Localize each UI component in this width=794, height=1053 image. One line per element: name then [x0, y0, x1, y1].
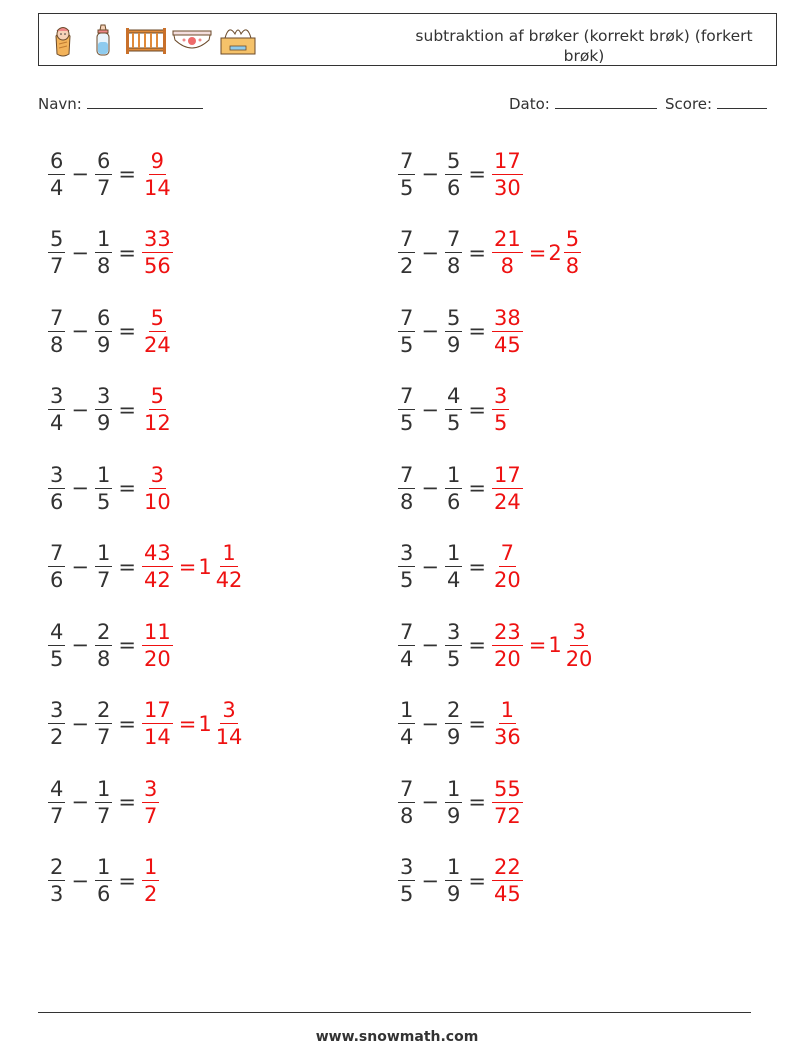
minus-sign: −: [71, 476, 89, 500]
subtrahend-fraction-numerator: 1: [446, 462, 461, 487]
minus-sign: −: [421, 633, 439, 657]
subtrahend-fraction: [95, 697, 112, 750]
answer-fraction-denominator: 20: [493, 646, 521, 671]
answer-fraction: [492, 854, 523, 907]
mixed-fraction-denominator: 20: [565, 646, 593, 671]
answer-fraction-denominator: 7: [143, 803, 158, 828]
date-field: [509, 94, 657, 113]
minuend-fraction: [398, 540, 415, 593]
subtrahend-fraction-denominator: 4: [446, 568, 461, 592]
minuend-fraction-denominator: 3: [50, 882, 64, 906]
subtrahend-fraction-denominator: 9: [446, 725, 461, 749]
equals-sign: =: [118, 162, 136, 186]
mixed-equals-sign: =: [528, 633, 547, 657]
subtrahend-fraction-denominator: 6: [446, 489, 461, 514]
answer-fraction-denominator: 24: [143, 332, 171, 357]
answer-fraction-denominator: 45: [493, 882, 521, 906]
problem-item: [396, 535, 525, 599]
minuend-fraction: [48, 619, 65, 672]
problem-item: [46, 378, 175, 442]
minuend-fraction-denominator: 4: [50, 175, 64, 200]
minus-sign: −: [71, 240, 89, 265]
minuend-fraction: [398, 619, 415, 672]
minus-sign: −: [71, 790, 89, 814]
answer-fraction: [142, 540, 173, 593]
crib-icon: [125, 22, 167, 58]
answer-fraction: [142, 148, 173, 201]
mixed-fraction-denominator: 42: [215, 568, 243, 592]
minuend-fraction-numerator: 7: [400, 227, 414, 251]
answer-fraction-denominator: 5: [493, 411, 508, 435]
subtrahend-fraction-numerator: 1: [96, 462, 111, 487]
answer-fraction-numerator: 1: [500, 698, 515, 722]
subtrahend-fraction-denominator: 7: [96, 725, 111, 749]
subtrahend-fraction-numerator: 4: [446, 384, 461, 408]
equals-sign: =: [118, 868, 136, 893]
minuend-fraction-numerator: 7: [400, 148, 414, 173]
minuend-fraction: [48, 462, 65, 515]
minuend-fraction-numerator: 7: [400, 384, 414, 408]
subtrahend-fraction-denominator: 7: [96, 175, 111, 200]
answer-fraction-numerator: 23: [493, 619, 521, 644]
problem-item: [396, 692, 525, 756]
minuend-fraction-numerator: 1: [400, 698, 414, 722]
subtrahend-fraction-denominator: 6: [446, 175, 461, 200]
minuend-fraction: [48, 854, 65, 907]
minuend-fraction-denominator: 5: [50, 646, 64, 671]
answer-fraction: [492, 462, 523, 515]
minuend-fraction-denominator: 5: [400, 332, 414, 357]
answer-fraction: [142, 462, 173, 515]
subtrahend-fraction-numerator: 1: [446, 541, 461, 565]
subtrahend-fraction-denominator: 9: [446, 882, 461, 906]
answer-fraction-numerator: 11: [143, 619, 171, 644]
answer-fraction: [492, 540, 523, 593]
tissue-box-icon: [217, 22, 259, 58]
minuend-fraction: [398, 697, 415, 750]
subtrahend-fraction: [445, 540, 462, 593]
name-label: Navn:: [38, 95, 82, 113]
worksheet-title: subtraktion af brøker (korrekt brøk) (forkert brøk): [415, 27, 753, 65]
subtrahend-fraction: [445, 226, 462, 279]
minuend-fraction-numerator: 4: [50, 619, 64, 644]
problem-item: [396, 456, 525, 520]
subtrahend-fraction-numerator: 7: [446, 227, 461, 251]
subtrahend-fraction: [95, 383, 112, 436]
minuend-fraction-numerator: 7: [400, 462, 414, 487]
mixed-fraction-denominator: 8: [565, 254, 580, 278]
minuend-fraction-numerator: 3: [50, 462, 64, 487]
equals-sign: =: [468, 633, 486, 657]
problem-item: [46, 613, 175, 677]
answer-fraction: [142, 619, 173, 672]
minuend-fraction-numerator: 3: [400, 855, 414, 879]
baby-icon: [45, 22, 81, 58]
date-label: Dato:: [509, 95, 550, 113]
answer-fraction-numerator: 21: [493, 227, 521, 251]
equals-sign: =: [468, 711, 486, 736]
minus-sign: −: [71, 162, 89, 186]
minuend-fraction: [48, 776, 65, 829]
answer-fraction-numerator: 3: [143, 776, 158, 801]
answer-fraction-numerator: 5: [150, 384, 165, 408]
answer-fraction-denominator: 2: [143, 882, 158, 906]
problem-item: [46, 142, 175, 206]
problem-item: [46, 456, 175, 520]
minuend-fraction-denominator: 2: [50, 725, 64, 749]
subtrahend-fraction-numerator: 1: [446, 855, 461, 879]
minuend-fraction: [48, 305, 65, 358]
problem-item: [396, 299, 525, 363]
minuend-fraction-denominator: 7: [50, 803, 64, 828]
mixed-fraction-numerator: 1: [222, 541, 236, 565]
mixed-fraction: [564, 619, 595, 672]
answer-fraction: [142, 305, 173, 358]
minuend-fraction-denominator: 5: [400, 882, 414, 906]
equals-sign: =: [118, 711, 136, 736]
problem-item: [46, 770, 161, 834]
minus-sign: −: [71, 633, 89, 657]
answer-fraction: [492, 697, 523, 750]
equals-sign: =: [118, 397, 136, 422]
name-field: [38, 94, 203, 113]
mixed-fraction: [214, 540, 245, 593]
answer-fraction: [142, 854, 159, 907]
minuend-fraction-numerator: 2: [50, 855, 64, 879]
minuend-fraction-numerator: 5: [50, 227, 64, 251]
minuend-fraction-numerator: 3: [50, 384, 64, 408]
problem-item: [396, 142, 525, 206]
minus-sign: −: [421, 554, 439, 579]
answer-fraction-numerator: 17: [143, 698, 171, 722]
subtrahend-fraction: [445, 383, 462, 436]
minuend-fraction: [48, 540, 65, 593]
header-icons: [45, 22, 259, 58]
minuend-fraction-denominator: 5: [400, 175, 414, 200]
answer-fraction-denominator: 45: [493, 332, 521, 357]
minus-sign: −: [71, 711, 89, 736]
problem-item: [46, 849, 161, 913]
minuend-fraction-numerator: 7: [400, 619, 414, 644]
equals-sign: =: [468, 476, 486, 500]
answer-fraction: [492, 305, 523, 358]
minus-sign: −: [421, 790, 439, 814]
answer-fraction-denominator: 72: [493, 803, 521, 828]
minuend-fraction-denominator: 4: [400, 646, 414, 671]
answer-fraction: [142, 697, 173, 750]
answer-fraction-numerator: 3: [150, 462, 165, 487]
answer-fraction-numerator: 22: [493, 855, 521, 879]
answer-fraction-numerator: 3: [493, 384, 508, 408]
subtrahend-fraction-numerator: 3: [446, 619, 461, 644]
answer-fraction-numerator: 55: [493, 776, 521, 801]
minus-sign: −: [421, 711, 439, 736]
answer-fraction-denominator: 12: [143, 411, 171, 435]
minuend-fraction: [48, 226, 65, 279]
minuend-fraction-denominator: 6: [50, 489, 64, 514]
minuend-fraction: [48, 383, 65, 436]
subtrahend-fraction-denominator: 9: [446, 803, 461, 828]
mixed-whole-number: 1: [198, 554, 212, 579]
equals-sign: =: [468, 790, 486, 814]
equals-sign: =: [468, 868, 486, 893]
answer-fraction-numerator: 17: [493, 148, 521, 173]
minuend-fraction-numerator: 3: [400, 541, 414, 565]
subtrahend-fraction-denominator: 9: [446, 332, 461, 357]
answer-fraction-denominator: 56: [143, 254, 171, 278]
answer-fraction-denominator: 42: [143, 568, 171, 592]
minus-sign: −: [421, 162, 439, 186]
answer-fraction-numerator: 33: [143, 227, 171, 251]
subtrahend-fraction-denominator: 5: [96, 489, 111, 514]
answer-fraction-denominator: 10: [143, 489, 171, 514]
equals-sign: =: [118, 240, 136, 265]
name-line[interactable]: [87, 94, 203, 109]
mixed-fraction-numerator: 3: [222, 698, 236, 722]
answer-fraction-numerator: 43: [143, 541, 171, 565]
subtrahend-fraction-numerator: 2: [96, 619, 111, 644]
equals-sign: =: [118, 319, 136, 343]
subtrahend-fraction: [445, 697, 462, 750]
subtrahend-fraction-denominator: 5: [446, 411, 461, 435]
minuend-fraction-numerator: 3: [50, 698, 64, 722]
subtrahend-fraction-numerator: 6: [96, 148, 111, 173]
answer-fraction-denominator: 8: [500, 254, 515, 278]
baby-bottle-icon: [85, 22, 121, 58]
problem-item: [396, 378, 511, 442]
minus-sign: −: [421, 868, 439, 893]
minuend-fraction: [398, 776, 415, 829]
problem-item: [46, 692, 246, 756]
answer-fraction-denominator: 20: [143, 646, 171, 671]
minuend-fraction-denominator: 2: [400, 254, 414, 278]
subtrahend-fraction-denominator: 8: [446, 254, 461, 278]
subtrahend-fraction: [95, 305, 112, 358]
score-field: [665, 94, 767, 113]
answer-fraction-denominator: 30: [493, 175, 521, 200]
subtrahend-fraction: [95, 148, 112, 201]
problem-item: [396, 221, 583, 285]
answer-fraction-numerator: 17: [493, 462, 521, 487]
answer-fraction: [142, 383, 173, 436]
minuend-fraction-numerator: 7: [50, 541, 64, 565]
subtrahend-fraction-denominator: 7: [96, 568, 111, 592]
minuend-fraction-numerator: 4: [50, 776, 64, 801]
subtrahend-fraction-numerator: 1: [96, 227, 111, 251]
mixed-equals-sign: =: [528, 240, 547, 265]
minus-sign: −: [421, 240, 439, 265]
answer-fraction: [492, 776, 523, 829]
mixed-fraction-numerator: 3: [572, 619, 586, 644]
subtrahend-fraction: [95, 540, 112, 593]
answer-fraction: [142, 226, 173, 279]
subtrahend-fraction-numerator: 1: [96, 855, 111, 879]
subtrahend-fraction-numerator: 1: [446, 776, 461, 801]
date-line[interactable]: [555, 94, 657, 109]
mixed-fraction-denominator: 14: [215, 725, 243, 749]
mixed-fraction: [214, 697, 245, 750]
subtrahend-fraction: [95, 619, 112, 672]
score-label: Score:: [665, 95, 713, 113]
subtrahend-fraction: [95, 226, 112, 279]
mixed-whole-number: 1: [548, 633, 562, 657]
minuend-fraction-denominator: 8: [400, 803, 414, 828]
problem-item: [46, 299, 175, 363]
subtrahend-fraction: [445, 462, 462, 515]
answer-fraction-numerator: 9: [150, 148, 165, 173]
subtrahend-fraction-denominator: 6: [96, 882, 111, 906]
minuend-fraction: [398, 305, 415, 358]
mixed-whole-number: 1: [198, 711, 212, 736]
minuend-fraction-denominator: 5: [400, 568, 414, 592]
equals-sign: =: [468, 554, 486, 579]
equals-sign: =: [468, 319, 486, 343]
equals-sign: =: [118, 554, 136, 579]
answer-fraction-denominator: 24: [493, 489, 521, 514]
subtrahend-fraction-numerator: 6: [96, 305, 111, 330]
subtrahend-fraction-denominator: 9: [96, 332, 111, 357]
worksheet-header: [38, 13, 777, 66]
minuend-fraction-denominator: 5: [400, 411, 414, 435]
answer-fraction: [142, 776, 159, 829]
equals-sign: =: [118, 633, 136, 657]
subtrahend-fraction-numerator: 2: [96, 698, 111, 722]
subtrahend-fraction-numerator: 5: [446, 148, 461, 173]
minuend-fraction-numerator: 7: [400, 305, 414, 330]
equals-sign: =: [468, 162, 486, 186]
answer-fraction: [492, 148, 523, 201]
minuend-fraction-denominator: 7: [50, 254, 64, 278]
minus-sign: −: [421, 319, 439, 343]
subtrahend-fraction-denominator: 9: [96, 411, 111, 435]
subtrahend-fraction-denominator: 5: [446, 646, 461, 671]
subtrahend-fraction-numerator: 1: [96, 541, 111, 565]
minuend-fraction: [48, 148, 65, 201]
minus-sign: −: [71, 554, 89, 579]
minus-sign: −: [71, 319, 89, 343]
subtrahend-fraction: [95, 462, 112, 515]
answer-fraction-numerator: 7: [500, 541, 515, 565]
subtrahend-fraction-numerator: 1: [96, 776, 111, 801]
minuend-fraction: [398, 462, 415, 515]
subtrahend-fraction: [445, 148, 462, 201]
mixed-whole-number: 2: [548, 240, 562, 265]
subtrahend-fraction-numerator: 2: [446, 698, 461, 722]
answer-fraction-denominator: 14: [143, 725, 171, 749]
diaper-icon: [171, 22, 213, 58]
answer-fraction-numerator: 5: [150, 305, 165, 330]
answer-fraction: [492, 619, 523, 672]
subtrahend-fraction: [445, 776, 462, 829]
minus-sign: −: [71, 868, 89, 893]
minuend-fraction-numerator: 7: [400, 776, 414, 801]
answer-fraction-denominator: 36: [493, 725, 521, 749]
subtrahend-fraction-numerator: 3: [96, 384, 111, 408]
equals-sign: =: [118, 476, 136, 500]
minuend-fraction: [48, 697, 65, 750]
minus-sign: −: [421, 397, 439, 422]
answer-fraction: [492, 226, 523, 279]
subtrahend-fraction: [445, 305, 462, 358]
equals-sign: =: [468, 397, 486, 422]
footer-divider: [38, 1012, 751, 1013]
subtrahend-fraction-denominator: 7: [96, 803, 111, 828]
subtrahend-fraction-numerator: 5: [446, 305, 461, 330]
subtrahend-fraction: [445, 619, 462, 672]
subtrahend-fraction-denominator: 8: [96, 254, 111, 278]
minuend-fraction-denominator: 8: [50, 332, 64, 357]
minuend-fraction-denominator: 6: [50, 568, 64, 592]
minuend-fraction-denominator: 4: [50, 411, 64, 435]
minuend-fraction: [398, 226, 415, 279]
minuend-fraction: [398, 383, 415, 436]
problem-item: [396, 770, 525, 834]
problem-item: [396, 849, 525, 913]
minuend-fraction: [398, 854, 415, 907]
problem-item: [46, 221, 175, 285]
minus-sign: −: [71, 397, 89, 422]
minuend-fraction-numerator: 6: [50, 148, 64, 173]
mixed-equals-sign: =: [178, 711, 197, 736]
answer-fraction-denominator: 20: [493, 568, 521, 592]
mixed-fraction: [564, 226, 581, 279]
answer-fraction: [492, 383, 509, 436]
minuend-fraction-numerator: 7: [50, 305, 64, 330]
subtrahend-fraction: [445, 854, 462, 907]
equals-sign: =: [118, 790, 136, 814]
subtrahend-fraction-denominator: 8: [96, 646, 111, 671]
equals-sign: =: [468, 240, 486, 265]
score-line[interactable]: [717, 94, 767, 109]
subtrahend-fraction: [95, 854, 112, 907]
minuend-fraction: [398, 148, 415, 201]
minus-sign: −: [421, 476, 439, 500]
mixed-equals-sign: =: [178, 554, 197, 579]
footer-url: www.snowmath.com: [315, 1029, 479, 1045]
minuend-fraction-denominator: 8: [400, 489, 414, 514]
mixed-fraction-numerator: 5: [565, 227, 580, 251]
answer-fraction-denominator: 14: [143, 175, 171, 200]
problem-item: [396, 613, 596, 677]
problem-item: [46, 535, 246, 599]
answer-fraction-numerator: 38: [493, 305, 521, 330]
minuend-fraction-denominator: 4: [400, 725, 414, 749]
answer-fraction-numerator: 1: [143, 855, 158, 879]
subtrahend-fraction: [95, 776, 112, 829]
